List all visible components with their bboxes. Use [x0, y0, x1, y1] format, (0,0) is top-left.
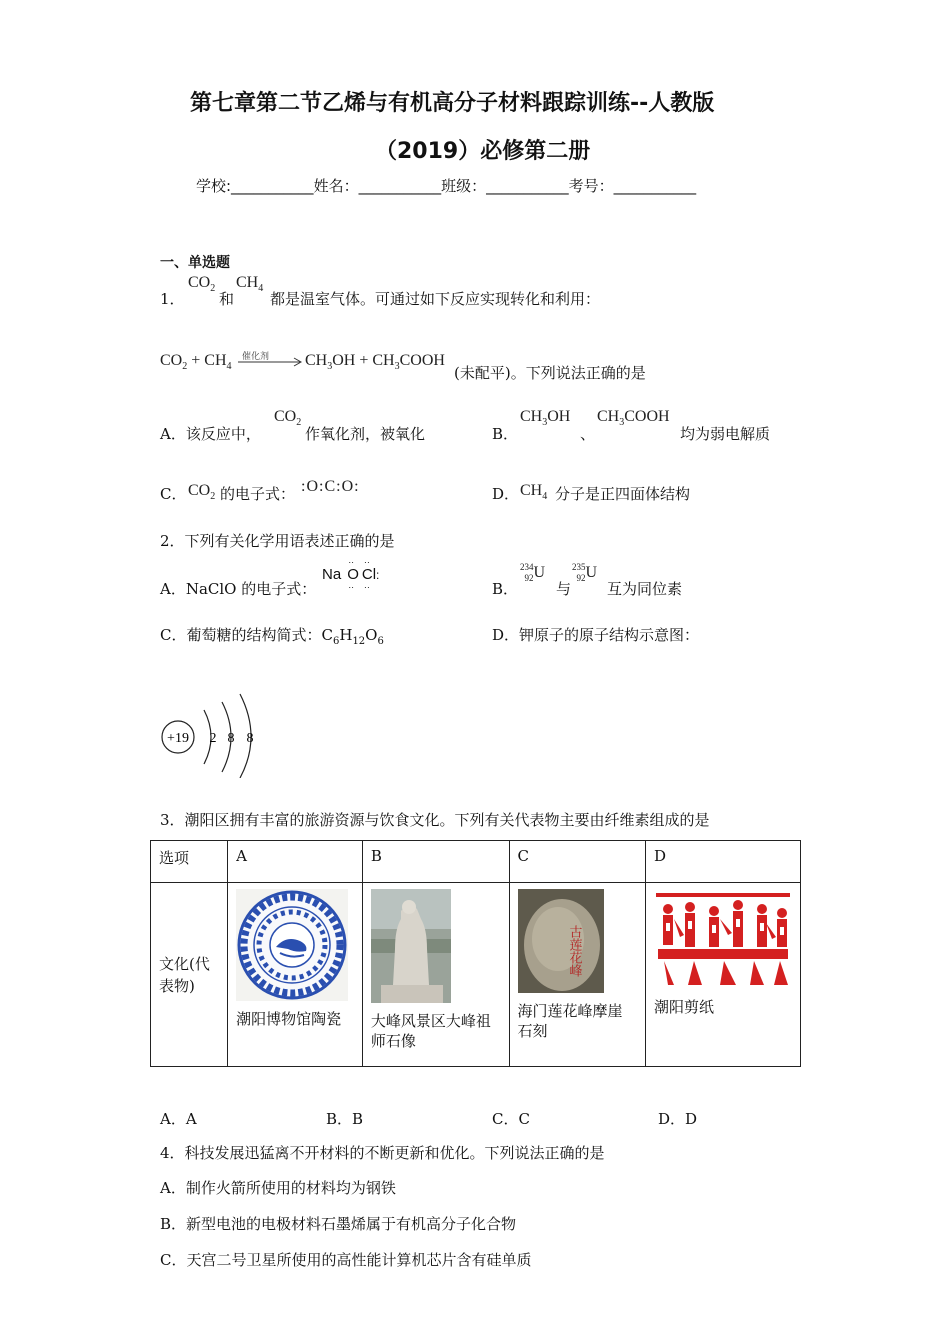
cell-d — [645, 883, 800, 1067]
q3-stem: 3．潮阳区拥有丰富的旅游资源与饮食文化。下列有关代表物主要由纤维素组成的是 — [160, 811, 710, 829]
cliff-carving-image — [518, 889, 604, 993]
school-field[interactable]: 学校:___________ — [196, 177, 314, 195]
cell-b — [362, 883, 509, 1067]
shell-electron-count: 8 — [246, 731, 254, 746]
cell-a — [228, 883, 363, 1067]
q3-option-d[interactable]: D．D — [658, 1110, 698, 1128]
q4-stem: 4．科技发展迅猛离不开材料的不断更新和优化。下列说法正确的是 — [160, 1144, 605, 1162]
student-info — [196, 175, 696, 196]
q1-option-a-text: 作氧化剂，被氧化 — [305, 425, 426, 443]
q1-equation-note: (未配平)。下列说法正确的是 — [454, 364, 646, 382]
q1-option-b-sep: 、 — [580, 425, 596, 443]
q4-option-a[interactable]: A．制作火箭所使用的材料均为钢铁 — [160, 1179, 396, 1197]
table-head-label: 选项 — [151, 841, 228, 883]
q1-option-a-co2: $CO_2$ — [274, 408, 302, 428]
paper-cutting-image — [654, 889, 792, 989]
q4-option-c[interactable]: C．天宫二号卫星所使用的高性能计算机芯片含有硅单质 — [160, 1251, 532, 1269]
table-col-b: B — [362, 841, 509, 883]
q2-option-a[interactable]: A．NaClO 的电子式： — [160, 580, 317, 598]
shell-electron-count: 8 — [227, 731, 235, 746]
q2-option-d[interactable]: D．钾原子的原子结构示意图： — [492, 626, 700, 644]
page-title-line1: 第七章第二节乙烯与有机高分子材料跟踪训练--人教版 — [190, 91, 715, 116]
table-col-d: D — [645, 841, 800, 883]
q1-and: 和 — [219, 290, 235, 308]
q1-stem: 都是温室气体。可通过如下反应实现转化和利用： — [270, 290, 601, 308]
q1-option-c-label[interactable]: C． — [160, 485, 187, 503]
q3-option-b[interactable]: B．B — [326, 1110, 364, 1128]
class-field[interactable]: 班级：___________ — [441, 177, 569, 195]
co2-electron-formula: :O:C:O: — [301, 478, 360, 495]
q2-stem: 2．下列有关化学用语表述正确的是 — [160, 532, 395, 550]
q1-option-b-text: 均为弱电解质 — [680, 425, 771, 443]
q3-options-table — [150, 840, 801, 1067]
q1-option-b-ch3oh: $CH_3OH$ — [520, 408, 571, 428]
table-col-c: C — [509, 841, 645, 883]
q2-option-b-label[interactable]: B． — [492, 580, 519, 598]
q1-option-b-label[interactable]: B． — [492, 425, 519, 443]
q3-option-a[interactable]: A．A — [160, 1110, 197, 1128]
shell-electron-count: 2 — [209, 731, 217, 746]
reaction-arrow — [238, 357, 304, 367]
porcelain-plate-image — [236, 889, 348, 1001]
potassium-atom-diagram — [156, 692, 266, 778]
stone-statue-image — [371, 889, 451, 1003]
q1-equation: $CO_2 + CH_4$ — [160, 352, 232, 372]
q3-option-c[interactable]: C．C — [492, 1110, 530, 1128]
q1-option-c-co2: $CO_2$ — [188, 482, 216, 502]
u235-isotope: 235 92U — [572, 562, 598, 583]
caption-d: 潮阳剪纸 — [653, 998, 714, 1016]
catalyst-label: 催化剂 — [242, 352, 270, 362]
carved-characters: 古莲花峰 — [566, 925, 582, 977]
exam-number-field[interactable]: 考号：___________ — [568, 177, 697, 195]
q1-option-d-label[interactable]: D． — [492, 485, 520, 503]
q1-option-d-ch4: $CH_4$ — [520, 482, 548, 502]
nucleus-charge: +19 — [167, 731, 189, 746]
q1-co2: $CO_2$ — [188, 274, 216, 294]
q1-products: $CH_3OH$ + $CH_3COOH$ — [305, 352, 445, 372]
q2-option-c[interactable]: C．葡萄糖的结构简式：$C_6H_{12}O_6$ — [160, 626, 384, 647]
u234-isotope: 234 92U — [520, 562, 546, 583]
caption-c: 海门莲花峰摩崖石刻 — [517, 1002, 623, 1040]
naclo-electron-formula: Na ·· O ·· ·· Cl ·· : — [322, 557, 380, 592]
q4-option-b[interactable]: B．新型电池的电极材料石墨烯属于有机高分子化合物 — [160, 1215, 517, 1233]
q1-option-c-text: 的电子式： — [220, 485, 296, 503]
q1-option-a-label[interactable]: A．该反应中， — [160, 425, 261, 443]
section-title: 一、单选题 — [160, 255, 230, 271]
q1-ch4: $CH_4$ — [236, 274, 264, 294]
q2-option-b-text: 互为同位素 — [607, 580, 683, 598]
q2-option-b-mid: 与 — [556, 580, 572, 598]
page-title-line2: （2019）必修第二册 — [375, 139, 591, 164]
caption-b: 大峰风景区大峰祖师石像 — [370, 1012, 491, 1050]
table-row — [151, 883, 801, 1067]
table-row-label: 文化(代表物) — [151, 883, 228, 1067]
q1-option-b-ch3cooh: $CH_3COOH$ — [597, 408, 670, 428]
cell-c — [509, 883, 645, 1067]
table-header-row — [151, 841, 801, 883]
q1-number: 1． — [160, 290, 185, 308]
q1-option-d-text: 分子是正四面体结构 — [555, 485, 691, 503]
table-col-a: A — [228, 841, 363, 883]
caption-a: 潮阳博物馆陶瓷 — [236, 1010, 342, 1028]
name-field[interactable]: 姓名：___________ — [313, 177, 442, 195]
